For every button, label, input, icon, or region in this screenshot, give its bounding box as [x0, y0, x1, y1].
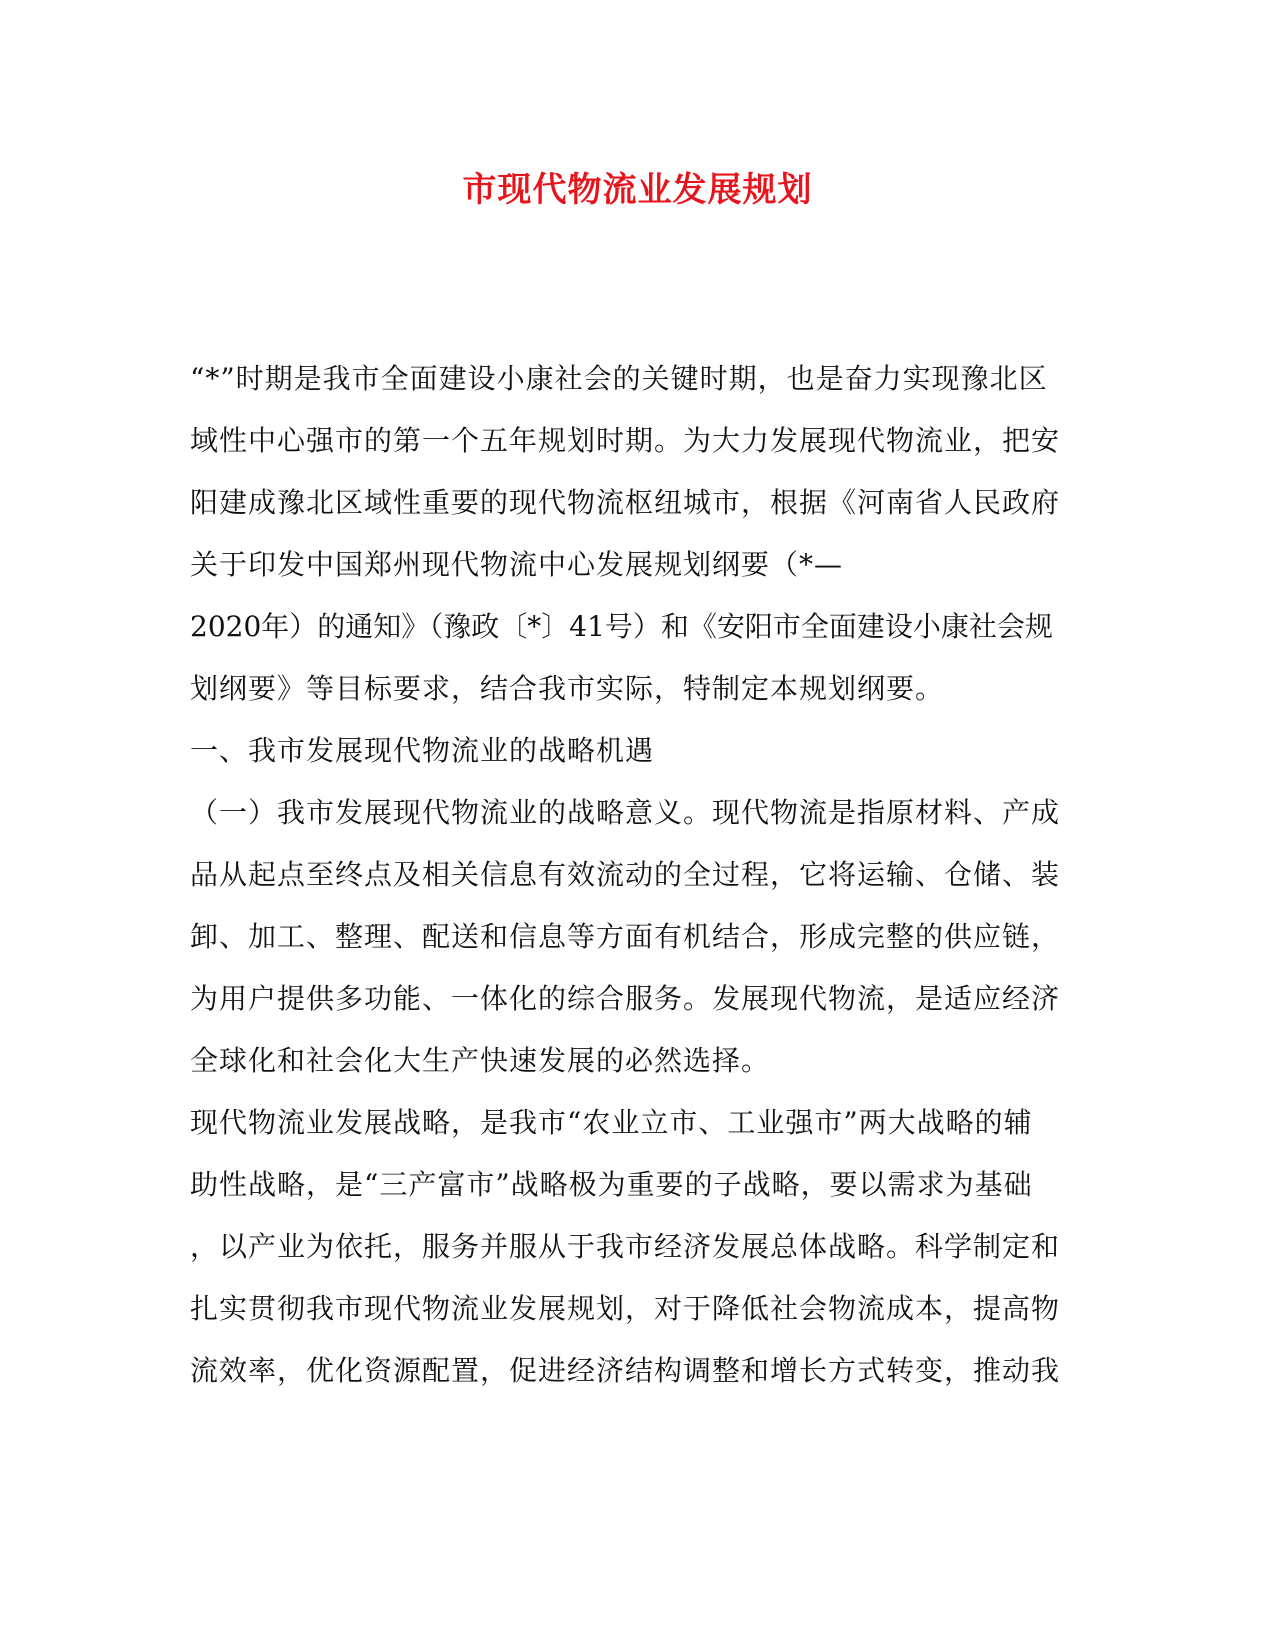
body-line: （一）我市发展现代物流业的战略意义。现代物流是指原材料、产成	[190, 796, 1061, 829]
body-line: 全球化和社会化大生产快速发展的必然选择。	[190, 1044, 771, 1077]
body-line: 关于印发中国郑州现代物流中心发展规划纲要（*—	[190, 548, 844, 581]
body-line: 为用户提供多功能、一体化的综合服务。发展现代物流，是适应经济	[190, 982, 1061, 1015]
body-line: 流效率，优化资源配置，促进经济结构调整和增长方式转变，推动我	[190, 1354, 1061, 1387]
body-line: 现代物流业发展战略，是我市“农业立市、工业强市”两大战略的辅	[190, 1106, 1033, 1139]
document-body	[190, 348, 1090, 1402]
body-line: 2020年）的通知》（豫政〔*〕41号）和《安阳市全面建设小康社会规	[190, 610, 1053, 643]
body-line: ，以产业为依托，服务并服从于我市经济发展总体战略。科学制定和	[190, 1230, 1061, 1263]
body-line: 阳建成豫北区域性重要的现代物流枢纽城市，根据《河南省人民政府	[190, 486, 1061, 519]
section-heading: 一、我市发展现代物流业的战略机遇	[190, 734, 655, 767]
body-line: “*”时期是我市全面建设小康社会的关键时期，也是奋力实现豫北区	[190, 362, 1048, 395]
body-line: 卸、加工、整理、配送和信息等方面有机结合，形成完整的供应链，	[190, 920, 1061, 953]
body-line: 助性战略，是“三产富市”战略极为重要的子战略，要以需求为基础	[190, 1168, 1033, 1201]
body-line: 品从起点至终点及相关信息有效流动的全过程，它将运输、仓储、装	[190, 858, 1061, 891]
body-line: 域性中心强市的第一个五年规划时期。为大力发展现代物流业，把安	[190, 424, 1061, 457]
body-line: 划纲要》等目标要求，结合我市实际，特制定本规划纲要。	[190, 672, 945, 705]
document-title: 市现代物流业发展规划	[462, 170, 813, 210]
body-line: 扎实贯彻我市现代物流业发展规划，对于降低社会物流成本，提高物	[190, 1292, 1061, 1325]
